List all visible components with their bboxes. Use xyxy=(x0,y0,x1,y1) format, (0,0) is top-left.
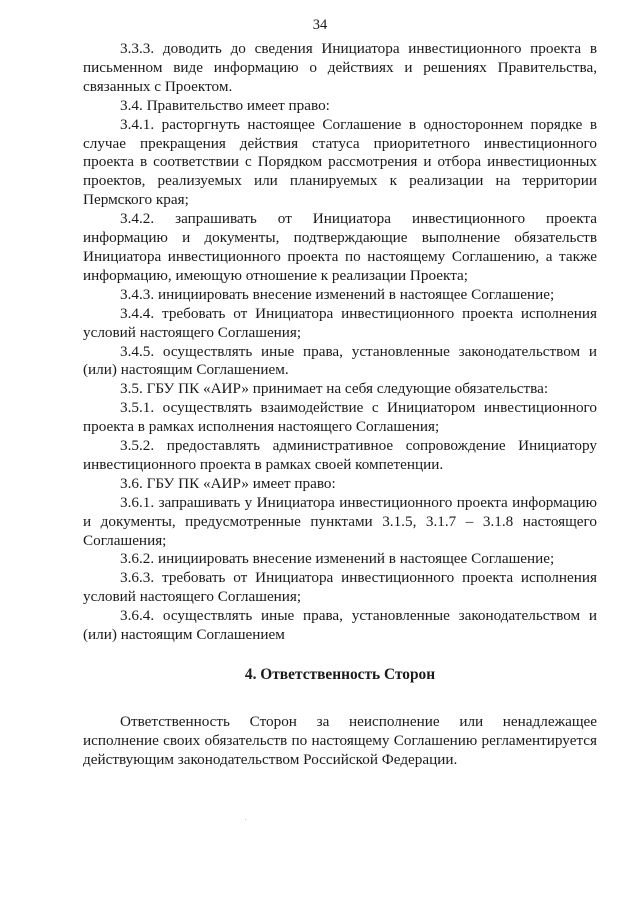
responsibility-paragraph: Ответственность Сторон за неисполнение или ненадлежащее исполнение своих обязательств по настоящему Соглашению регламентируется действующим законодательством Российской Федерации. xyxy=(83,712,597,768)
page-number: 34 xyxy=(312,17,328,33)
section-title: 4. Ответственность Сторон xyxy=(244,666,436,683)
document-body xyxy=(83,40,597,770)
clause-3-4: 3.4. Правительство имеет право: xyxy=(120,96,330,114)
spacer xyxy=(83,645,597,666)
clause-3-5: 3.5. ГБУ ПК «АИР» принимает на себя следующие обязательства: xyxy=(120,380,549,398)
clause-3-6: 3.6. ГБУ ПК «АИР» имеет право: xyxy=(120,474,336,492)
clause-3-4-5: 3.4.5. осуществлять иные права, установленные законодательством и (или) настоящим Соглашением. xyxy=(83,342,597,379)
clause-3-4-1: 3.4.1. расторгнуть настоящее Соглашение в одностороннем порядке в случае прекращения действия статуса приоритетного инвестиционного проекта в соответствии с Порядком рассмотрения и отбора инвестиционных проектов, реализуемых или планируемых к реализации на территории Пермского края; xyxy=(83,115,597,209)
clause-3-5-2: 3.5.2. предоставлять административное сопровождение Инициатору инвестиционного проекта в рамках своей компетенции. xyxy=(83,437,597,473)
clause-3-4-4: 3.4.4. требовать от Инициатора инвестиционного проекта исполнения условий настоящего Соглашения; xyxy=(83,304,597,341)
clause-3-4-2: 3.4.2. запрашивать от Инициатора инвестиционного проекта информацию и документы, подтверждающие выполнение обязательств Инициатора инвестиционного проекта по настоящему Соглашению, а также информацию, имеющую отношение к реализации Проекта; xyxy=(83,210,597,284)
clause-3-4-3: 3.4.3. инициировать внесение изменений в настоящее Соглашение; xyxy=(120,285,555,303)
clause-3-5-1: 3.5.1. осуществлять взаимодействие с Инициатором инвестиционного проекта в рамках исполнения настоящего Соглашения; xyxy=(83,399,597,436)
clause-3-6-1: 3.6.1. запрашивать у Инициатора инвестиционного проекта информацию и документы, предусмотренные пунктами 3.1.5, 3.1.7 – 3.1.8 настоящего Соглашения; xyxy=(83,493,597,549)
clause-3-6-4: 3.6.4. осуществлять иные права, установленные законодательством и (или) настоящим Соглашением xyxy=(83,607,597,644)
clause-3-3-3: 3.3.3. доводить до сведения Инициатора инвестиционного проекта в письменном виде информацию о действиях и решениях Правительства, связанных с Проектом. xyxy=(83,40,597,95)
scan-speck xyxy=(245,819,246,820)
clause-3-6-2: 3.6.2. инициировать внесение изменений в настоящее Соглашение; xyxy=(120,550,555,568)
clause-3-6-3: 3.6.3. требовать от Инициатора инвестиционного проекта исполнения условий настоящего Соглашения; xyxy=(83,569,597,606)
spacer xyxy=(83,685,597,713)
